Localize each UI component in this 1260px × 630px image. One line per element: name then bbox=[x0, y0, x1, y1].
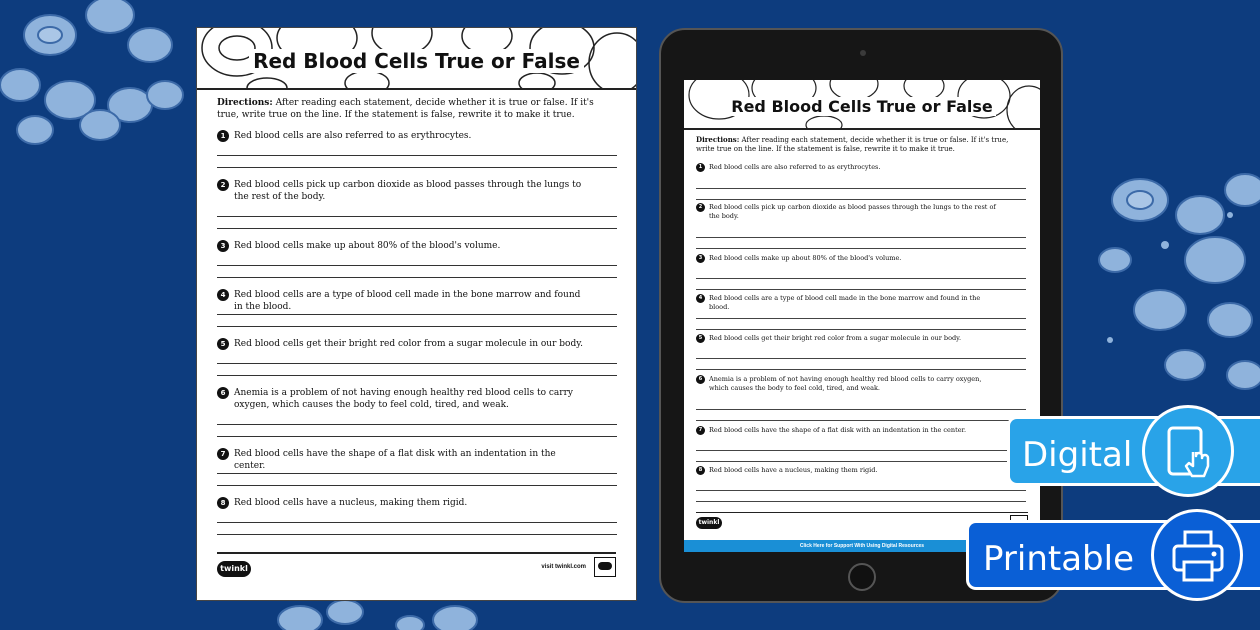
printable-worksheet bbox=[196, 27, 637, 601]
answer-line[interactable] bbox=[217, 216, 617, 217]
tablet-answer-field[interactable] bbox=[696, 450, 1026, 451]
tablet-answer-field[interactable] bbox=[696, 278, 1026, 279]
tablet-answer-field[interactable] bbox=[696, 318, 1026, 319]
tablet-answer-field[interactable] bbox=[696, 409, 1026, 410]
question-number: 4 bbox=[217, 289, 229, 301]
tablet-question-3: 3 Red blood cells make up about 80% of the blood's volume. bbox=[696, 254, 1028, 263]
answer-line[interactable] bbox=[217, 375, 617, 376]
tablet-question-1: 1 Red blood cells are also referred to as erythrocytes. bbox=[696, 163, 1028, 172]
tablet-directions-text: Directions: After reading each statement, decide whether it is true or false. If it's true, write true on the line. If the statement is false, rewrite it to make it true. bbox=[696, 135, 1009, 153]
question-6: 6 Anemia is a problem of not having enough healthy red blood cells to carry oxygen, which causes the body to feel cold, tired, and weak. bbox=[217, 387, 616, 411]
answer-line[interactable] bbox=[217, 228, 617, 229]
answer-line[interactable] bbox=[217, 485, 617, 486]
question-number: 5 bbox=[217, 338, 229, 350]
tablet-question-4: 4 Red blood cells are a type of blood cell made in the bone marrow and found in the blood. bbox=[696, 294, 1028, 312]
digital-badge[interactable] bbox=[1007, 416, 1260, 486]
answer-line[interactable] bbox=[217, 167, 617, 168]
tablet-question-8: 8 Red blood cells have a nucleus, making them rigid. bbox=[696, 466, 1028, 475]
question-number: 3 bbox=[217, 240, 229, 252]
question-number: 7 bbox=[217, 448, 229, 460]
worksheet-title: Red Blood Cells True or False bbox=[197, 49, 636, 73]
worksheet-footer bbox=[217, 552, 616, 578]
tablet-question-5: 5 Red blood cells get their bright red color from a sugar molecule in our body. bbox=[696, 334, 1028, 343]
visit-link[interactable]: visit twinkl.com bbox=[541, 564, 586, 570]
tablet-question-6: 6 Anemia is a problem of not having enough healthy red blood cells to carry oxygen, which causes the body to feel cold, tired, and weak. bbox=[696, 375, 1028, 393]
answer-line[interactable] bbox=[217, 265, 617, 266]
answer-line[interactable] bbox=[217, 326, 617, 327]
tablet-worksheet-title: Red Blood Cells True or False bbox=[684, 97, 1040, 116]
question-3: 3 Red blood cells make up about 80% of the blood's volume. bbox=[217, 240, 616, 252]
twinkl-logo: twinkl bbox=[217, 561, 251, 577]
directions-text: Directions: After reading each statement, decide whether it is true or false. If it's true, write true on the line. If the statement is false, rewrite it to make it true. bbox=[217, 98, 594, 120]
camera-icon bbox=[860, 50, 866, 56]
worksheet-header bbox=[197, 28, 636, 90]
question-8: 8 Red blood cells have a nucleus, making them rigid. bbox=[217, 497, 616, 509]
answer-line[interactable] bbox=[217, 424, 617, 425]
tablet-answer-field[interactable] bbox=[696, 420, 1026, 421]
question-4: 4 Red blood cells are a type of blood cell made in the bone marrow and found in the blood. bbox=[217, 289, 616, 313]
tablet-answer-field[interactable] bbox=[696, 358, 1026, 359]
answer-line[interactable] bbox=[217, 314, 617, 315]
tablet-answer-field[interactable] bbox=[696, 490, 1026, 491]
home-button[interactable] bbox=[848, 563, 876, 591]
tablet-answer-field[interactable] bbox=[696, 237, 1026, 238]
tablet-screen bbox=[684, 80, 1040, 552]
tablet-worksheet-header bbox=[684, 80, 1040, 130]
quality-badge-icon bbox=[594, 557, 616, 577]
twinkl-logo: twinkl bbox=[696, 517, 722, 529]
answer-line[interactable] bbox=[217, 277, 617, 278]
question-1: 1 Red blood cells are also referred to as erythrocytes. bbox=[217, 130, 616, 142]
tablet-device bbox=[659, 28, 1063, 603]
question-5: 5 Red blood cells get their bright red color from a sugar molecule in our body. bbox=[217, 338, 616, 350]
answer-line[interactable] bbox=[217, 363, 617, 364]
tablet-question-7: 7 Red blood cells have the shape of a flat disk with an indentation in the center. bbox=[696, 426, 1028, 435]
question-number: 2 bbox=[217, 179, 229, 191]
printer-icon bbox=[1151, 509, 1243, 601]
digital-label: Digital bbox=[1022, 435, 1133, 475]
tablet-answer-field[interactable] bbox=[696, 199, 1026, 200]
answer-line[interactable] bbox=[217, 436, 617, 437]
question-7: 7 Red blood cells have the shape of a flat disk with an indentation in the center. bbox=[217, 448, 616, 472]
answer-line[interactable] bbox=[217, 155, 617, 156]
digital-support-link[interactable]: Click Here for Support With Using Digital Resources bbox=[684, 540, 1040, 552]
tablet-answer-field[interactable] bbox=[696, 369, 1026, 370]
printable-badge[interactable] bbox=[966, 520, 1260, 590]
tablet-answer-field[interactable] bbox=[696, 329, 1026, 330]
question-number: 8 bbox=[217, 497, 229, 509]
question-number: 6 bbox=[217, 387, 229, 399]
tablet-question-2: 2 Red blood cells pick up carbon dioxide as blood passes through the lungs to the rest of the body. bbox=[696, 203, 1028, 221]
question-2: 2 Red blood cells pick up carbon dioxide as blood passes through the lungs to the rest of the body. bbox=[217, 179, 616, 203]
tablet-answer-field[interactable] bbox=[696, 501, 1026, 502]
tablet-touch-icon bbox=[1142, 405, 1234, 497]
answer-line[interactable] bbox=[217, 522, 617, 523]
answer-line[interactable] bbox=[217, 473, 617, 474]
tablet-answer-field[interactable] bbox=[696, 289, 1026, 290]
answer-line[interactable] bbox=[217, 534, 617, 535]
tablet-answer-field[interactable] bbox=[696, 461, 1026, 462]
tablet-answer-field[interactable] bbox=[696, 248, 1026, 249]
printable-label: Printable bbox=[983, 539, 1134, 579]
tablet-answer-field[interactable] bbox=[696, 188, 1026, 189]
question-number: 1 bbox=[217, 130, 229, 142]
